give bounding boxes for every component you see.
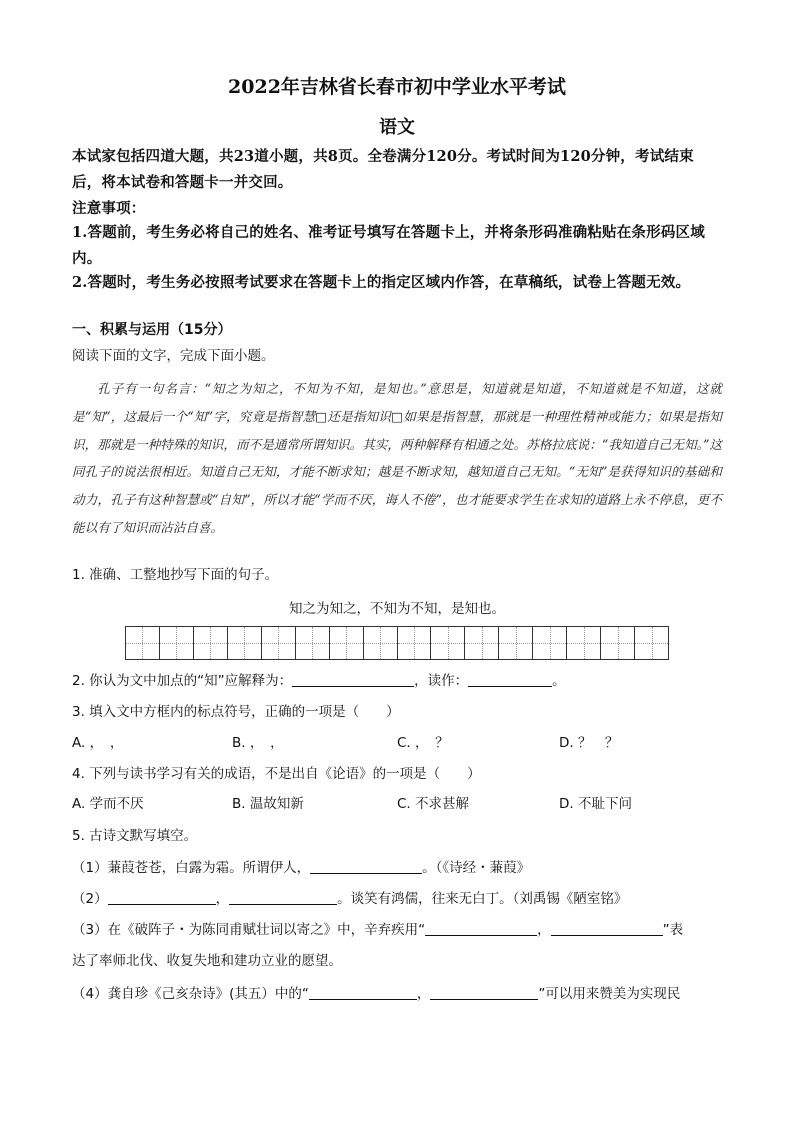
answer-blank[interactable]	[425, 920, 537, 936]
answer-blank[interactable]	[430, 984, 538, 1000]
question-5-prompt: 5. 古诗文默写填空。	[72, 828, 198, 844]
reading-passage: 孔子有一句名言：“知之为知之，不知为不知，是知也。”意思是，知道就是知道，不知道就是不知道，这就是“知”，这最后一个“知”字，究竟是指智慧□还是指知识□如果是指智慧，那就是一种理性精神或能力；如果是指知识，那就是一种特殊的知识，而不是通常所谓知识。其实，两种解释有相通之处。苏格拉底说：“我知道自己无知。”这同孔子的说法很相近。知道自己无知，才能不断求知；越是不断求知，越知道自己无知。“无知”是获得知识的基础和动力，孔子有这种智慧或“自知”，所以才能“学而不厌，诲人不倦”，也才能要求学生在求知的道路上永不停息，更不能以有了知识而沾沾自喜。	[72, 381, 722, 535]
question-3-options	[72, 731, 722, 755]
option-a[interactable]: A. 学而不厌	[72, 796, 144, 812]
question-5-item-3-cont: 达了率师北伐、收复失地和建功立业的愿望。	[72, 953, 342, 969]
option-c[interactable]: C. 不求甚解	[397, 796, 470, 812]
reading-instruction: 阅读下面的文字，完成下面小题。	[72, 348, 275, 364]
option-a[interactable]: A. ， ，	[72, 735, 124, 751]
question-5-item-2: （2） ， 。谈笑有鸿儒，往来无白丁。（刘禹锡《陋室铭》	[72, 891, 628, 907]
answer-blank[interactable]	[309, 984, 417, 1000]
notice-item-1: 1.答题前，考生务必将自己的姓名、准考证号填写在答题卡上，并将条形码准确粘贴在条形码区域内。	[72, 224, 705, 267]
answer-blank[interactable]	[310, 858, 422, 874]
question-5-item-1: （1）蒹葭苍苍，白露为霜。所谓伊人， 。（《诗经・蒹葭》	[72, 860, 531, 876]
notice-heading: 注意事项：	[72, 200, 146, 217]
answer-blank[interactable]	[108, 889, 216, 905]
option-c[interactable]: C. ， ？	[397, 735, 449, 751]
question-1-prompt: 1. 准确、工整地抄写下面的句子。	[72, 567, 279, 583]
question-4-options	[72, 792, 722, 816]
exam-intro: 本试家包括四道大题，共23道小题，共8页。全卷满分120分。考试时间为120分钟，考试结束后，将本试卷和答题卡一并交回。	[72, 148, 694, 191]
answer-blank[interactable]	[551, 920, 663, 936]
page-title: 2022年吉林省长春市初中学业水平考试	[228, 76, 566, 98]
page-subtitle: 语文	[379, 117, 415, 138]
question-2: 2. 你认为文中加点的“知”应解释为： ，读作： 。	[72, 673, 566, 689]
question-1-sentence: 知之为知之，不知为不知，是知也。	[289, 601, 505, 617]
option-b[interactable]: B. ， ，	[232, 735, 284, 751]
answer-blank[interactable]	[468, 671, 552, 687]
option-d[interactable]: D. 不耻下问	[559, 796, 632, 812]
question-5-item-4: （4）龚自珍《己亥杂诗》(其五）中的“ ， ”可以用来赞美为实现民	[72, 986, 681, 1002]
answer-blank[interactable]	[229, 889, 337, 905]
copy-writing-grid[interactable]	[125, 626, 669, 660]
answer-blank[interactable]	[292, 671, 414, 687]
question-3-prompt: 3. 填入文中方框内的标点符号，正确的一项是（ ）	[72, 704, 400, 720]
option-b[interactable]: B. 温故知新	[232, 796, 304, 812]
section-heading: 一、积累与运用（15分）	[72, 322, 232, 338]
question-4-prompt: 4. 下列与读书学习有关的成语，不是出自《论语》的一项是（ ）	[72, 766, 481, 782]
notice-item-2: 2.答题时，考生务必按照考试要求在答题卡上的指定区域内作答，在草稿纸，试卷上答题无效。	[72, 274, 691, 291]
question-5-item-3: （3）在《破阵子・为陈同甫赋壮词以寄之》中，辛弃疾用“ ， ”表	[72, 922, 684, 938]
option-d[interactable]: D. ？ ？	[559, 735, 619, 751]
